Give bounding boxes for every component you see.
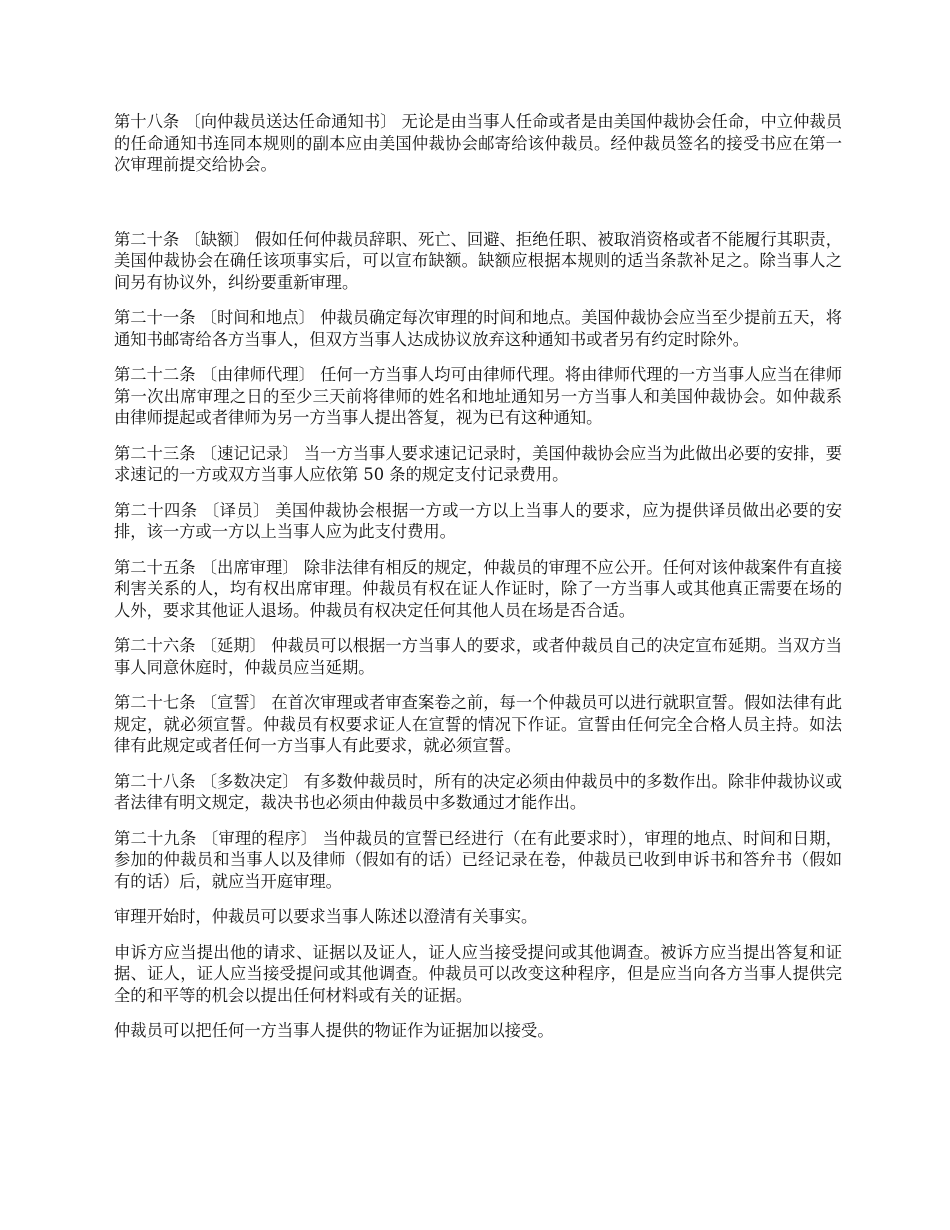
article-27-paragraph: 第二十七条 〔宣誓〕 在首次审理或者审查案卷之前，每一个仲裁员可以进行就职宣誓。假如法律有此规定，就必须宣誓。仲裁员有权要求证人在宣誓的情况下作证。宣誓由任何完全合格人员主持。如法律有此规定或者任何一方当事人有此要求，就必须宣誓。 [114,693,842,755]
article-20-paragraph: 第二十条 〔缺额〕 假如任何仲裁员辞职、死亡、回避、拒绝任职、被取消资格或者不能履行其职责，美国仲裁协会在确任该项事实后，可以宣布缺额。缺额应根据本规则的适当条款补足之。除当事人之间另有协议外，纠纷要重新审理。 [114,229,842,292]
article-23-paragraph: 第二十三条 〔速记记录〕 当一方当事人要求速记记录时，美国仲裁协会应当为此做出必要的安排，要求速记的一方或双方当事人应依第 50 条的规定支付记录费用。 [114,443,842,484]
hearing-opening-paragraph: 审理开始时，仲裁员可以要求当事人陈述以澄清有关事实。 [114,907,538,926]
article-25-paragraph: 第二十五条 〔出席审理〕 除非法律有相反的规定，仲裁员的审理不应公开。任何对该仲裁案件有直接利害关系的人，均有权出席审理。仲裁员有权在证人作证时，除了一方当事人或其他真正需要在场的人外，要求其他证人退场。仲裁员有权决定任何其他人员在场是否合适。 [114,557,842,620]
evidence-procedure-paragraph: 申诉方应当提出他的请求、证据以及证人，证人应当接受提问或其他调查。被诉方应当提出答复和证据、证人，证人应当接受提问或其他调查。仲裁员可以改变这种程序，但是应当向各方当事人提供完全的和平等的机会以提出任何材料或有关的证据。 [114,942,842,1005]
article-22-paragraph: 第二十二条 〔由律师代理〕 任何一方当事人均可由律师代理。将由律师代理的一方当事人应当在律师第一次出席审理之日的至少三天前将律师的姓名和地址通知另一方当事人和美国仲裁协会。如仲裁系由律师提起或者律师为另一方当事人提出答复，视为已有这种通知。 [114,365,842,427]
article-29-paragraph: 第二十九条 〔审理的程序〕 当仲裁员的宣誓已经进行（在有此要求时），审理的地点、时间和日期，参加的仲裁员和当事人以及律师（假如有的话）已经记录在卷，仲裁员已收到申诉书和答弁书（假如有的话）后，就应当开庭审理。 [114,828,842,891]
article-24-paragraph: 第二十四条 〔译员〕 美国仲裁协会根据一方或一方以上当事人的要求，应为提供译员做出必要的安排，该一方或一方以上当事人应为此支付费用。 [114,500,842,541]
article-28-paragraph: 第二十八条 〔多数决定〕 有多数仲裁员时，所有的决定必须由仲裁员中的多数作出。除非仲裁协议或者法律有明文规定，裁决书也必须由仲裁员中多数通过才能作出。 [114,771,842,812]
article-26-paragraph: 第二十六条 〔延期〕 仲裁员可以根据一方当事人的要求，或者仲裁员自己的决定宣布延期。当双方当事人同意休庭时，仲裁员应当延期。 [114,636,842,677]
document-body [114,111,842,1056]
physical-evidence-paragraph: 仲裁员可以把任何一方当事人提供的物证作为证据加以接受。 [114,1021,554,1040]
article-21-paragraph: 第二十一条 〔时间和地点〕 仲裁员确定每次审理的时间和地点。美国仲裁协会应当至少提前五天，将通知书邮寄给各方当事人，但双方当事人达成协议放弃这种通知书或者另有约定时除外。 [114,308,842,349]
article-18-paragraph: 第十八条 〔向仲裁员送达任命通知书〕 无论是由当事人任命或者是由美国仲裁协会任命，中立仲裁员的任命通知书连同本规则的副本应由美国仲裁协会邮寄给该仲裁员。经仲裁员签名的接受书应在第一次审理前提交给协会。 [114,112,842,174]
